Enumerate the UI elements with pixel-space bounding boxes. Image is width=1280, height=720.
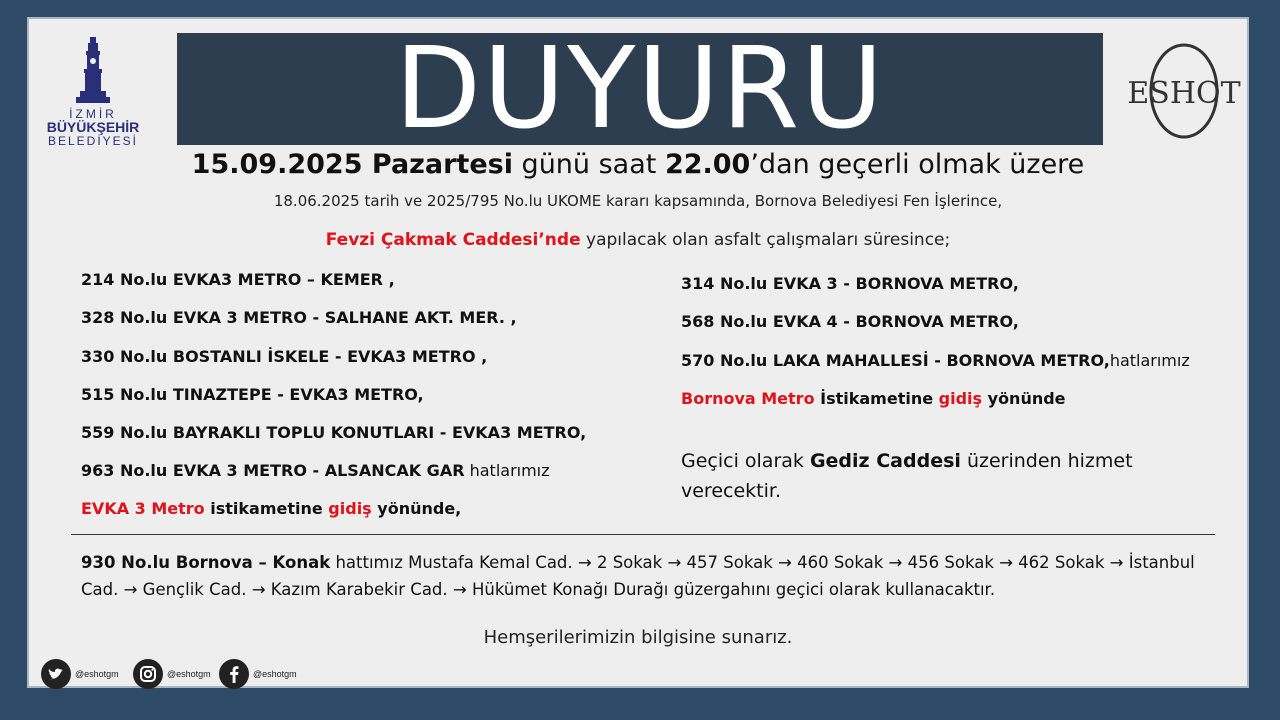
work-description: yapılacak olan asfalt çalışmaları süresince; [580,230,951,250]
clock-tower-icon [73,37,113,103]
instagram-icon [133,659,163,689]
section-divider [71,534,1215,535]
logo-line-3: BELEDİYESİ [47,134,139,148]
lines-tail: hatlarımız [464,461,550,480]
banner-title: DUYURU [177,33,1103,145]
decision-reference: 18.06.2025 tarih ve 2025/795 No.lu UKOME kararı kapsamında, Bornova Belediyesi Fen İşlerince, [273,192,1003,210]
line-item: 314 No.lu EVKA 3 - BORNOVA METRO, [681,274,1019,293]
social-handle: @eshotgm [167,669,211,679]
direction-destination: Bornova Metro [681,389,815,408]
line-item: 963 No.lu EVKA 3 METRO - ALSANCAK GAR [81,461,465,480]
line-item: 214 No.lu EVKA3 METRO – KEMER , [81,270,395,289]
facebook-icon [219,659,249,689]
direction-gidis: gidiş [938,389,983,408]
street-name: Fevzi Çakmak Caddesi’nde [325,230,581,250]
lines-tail: hatlarımız [1109,351,1190,370]
service-street: Gediz Caddesi [809,450,961,472]
line-item: 330 No.lu BOSTANLI İSKELE - EVKA3 METRO , [81,347,488,366]
headline-date: 15.09.2025 Pazartesi [191,149,513,180]
headline-time: 22.00 [664,149,751,180]
social-handle: @eshotgm [253,669,297,679]
headline [29,149,1247,180]
logo-line-1: İZMİR [69,107,117,121]
line-item: 570 No.lu LAKA MAHALLESİ - BORNOVA METRO, [681,351,1110,370]
izmir-municipality-logo [33,37,153,153]
line-item: 328 No.lu EVKA 3 METRO - SALHANE AKT. MER. , [81,308,517,327]
temporary-service-note [681,446,1201,506]
line-item: 515 No.lu TINAZTEPE - EVKA3 METRO, [81,385,424,404]
direction-gidis: gidiş [328,499,372,518]
service-pre: Geçici olarak [681,450,810,472]
eshot-logo-letters: ESHOT [1127,76,1241,111]
line-item: 568 No.lu EVKA 4 - BORNOVA METRO, [681,312,1019,331]
route-text: hattımız Mustafa Kemal Cad. → 2 Sokak → 457 Sokak → 460 Sokak → 456 Sokak → 462 Sokak → İstanbul Cad. → Gençlik Cad. → Kazım Karabekir Cad. → Hükümet Konağı Durağı güzergahını geçici olarak kullanacaktır. [81,553,1195,599]
social-handle: @eshotgm [75,669,119,679]
work-location [29,230,1247,250]
headline-end: ’dan geçerli olmak üzere [750,149,1085,180]
direction-mid: İstikametine [814,389,939,408]
twitter-icon [41,659,71,689]
announcement-slide [27,17,1249,688]
route-930-note [81,549,1221,603]
route-line-number: 930 No.lu Bornova – Konak [81,553,331,572]
direction-end: yönünde, [371,499,462,518]
direction-end: yönünde [982,389,1066,408]
direction-destination: EVKA 3 Metro [81,499,205,518]
direction-mid: istikametine [204,499,329,518]
service-post: üzerinden hizmet verecektir. [681,450,1133,502]
headline-mid: günü saat [512,149,665,180]
logo-line-2: BÜYÜKŞEHİR [46,119,140,135]
eshot-logo [1127,41,1241,141]
line-item: 559 No.lu BAYRAKLI TOPLU KONUTLARI - EVKA3 METRO, [81,423,587,442]
closing-statement: Hemşerilerimizin bilgisine sunarız. [483,627,793,648]
